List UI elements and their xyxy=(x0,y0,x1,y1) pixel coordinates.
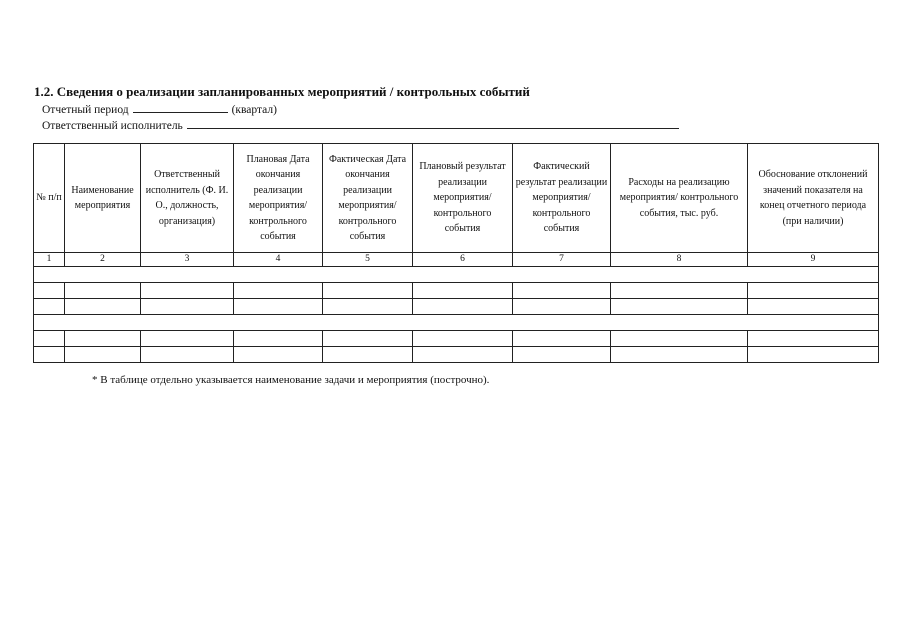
reporting-period-suffix: (квартал) xyxy=(231,104,277,116)
table-cell[interactable] xyxy=(234,331,323,347)
table-cell[interactable] xyxy=(748,299,879,315)
responsible-executor-blank[interactable] xyxy=(187,117,679,129)
reporting-period-line xyxy=(42,101,277,116)
column-number: 9 xyxy=(748,253,879,267)
table-cell[interactable] xyxy=(513,331,611,347)
table-cell[interactable] xyxy=(34,283,65,299)
column-number-row xyxy=(34,253,879,267)
table-cell[interactable] xyxy=(141,331,234,347)
table-cell[interactable] xyxy=(34,331,65,347)
event-row xyxy=(34,283,879,299)
column-number: 8 xyxy=(611,253,748,267)
header-cell: Наименование мероприятия xyxy=(65,144,141,253)
task-cell[interactable] xyxy=(34,315,879,331)
table-cell[interactable] xyxy=(611,283,748,299)
table-cell[interactable] xyxy=(748,331,879,347)
task-cell[interactable] xyxy=(34,267,879,283)
reporting-period-label: Отчетный период xyxy=(42,104,129,116)
table-cell[interactable] xyxy=(141,283,234,299)
table-header-row xyxy=(34,144,879,253)
column-number: 1 xyxy=(34,253,65,267)
table-cell[interactable] xyxy=(611,347,748,363)
table-cell[interactable] xyxy=(513,283,611,299)
task-row xyxy=(34,267,879,283)
header-cell: № п/п xyxy=(34,144,65,253)
table-cell[interactable] xyxy=(413,347,513,363)
column-number: 6 xyxy=(413,253,513,267)
table-cell[interactable] xyxy=(65,299,141,315)
event-row xyxy=(34,299,879,315)
table-cell[interactable] xyxy=(748,347,879,363)
table-cell[interactable] xyxy=(323,283,413,299)
footnote: * В таблице отдельно указывается наименование задачи и мероприятия (построчно). xyxy=(92,374,490,386)
events-table xyxy=(33,143,879,363)
table-cell[interactable] xyxy=(65,283,141,299)
table-cell[interactable] xyxy=(65,331,141,347)
table-cell[interactable] xyxy=(234,347,323,363)
responsible-executor-label: Ответственный исполнитель xyxy=(42,120,183,132)
table-cell[interactable] xyxy=(65,347,141,363)
event-row xyxy=(34,331,879,347)
table-cell[interactable] xyxy=(748,283,879,299)
task-row xyxy=(34,315,879,331)
table-cell[interactable] xyxy=(413,283,513,299)
header-cell: Фактическая Дата окончания реализации мероприятия/ контрольного события xyxy=(323,144,413,253)
table-cell[interactable] xyxy=(234,283,323,299)
table-cell[interactable] xyxy=(323,347,413,363)
table-cell[interactable] xyxy=(611,299,748,315)
reporting-period-blank[interactable] xyxy=(133,101,228,113)
column-number: 3 xyxy=(141,253,234,267)
column-number: 5 xyxy=(323,253,413,267)
column-number: 4 xyxy=(234,253,323,267)
table-cell[interactable] xyxy=(413,331,513,347)
table-cell[interactable] xyxy=(513,347,611,363)
table-cell[interactable] xyxy=(34,347,65,363)
event-row xyxy=(34,347,879,363)
table-cell[interactable] xyxy=(234,299,323,315)
header-cell: Обоснование отклонений значений показателя на конец отчетного периода (при наличии) xyxy=(748,144,879,253)
section-title: 1.2. Сведения о реализации запланированных мероприятий / контрольных событий xyxy=(34,84,530,99)
table-cell[interactable] xyxy=(611,331,748,347)
table-cell[interactable] xyxy=(323,299,413,315)
responsible-executor-line xyxy=(42,117,683,132)
table-cell[interactable] xyxy=(141,347,234,363)
table-cell[interactable] xyxy=(513,299,611,315)
header-cell: Расходы на реализацию мероприятия/ контрольного события, тыс. руб. xyxy=(611,144,748,253)
header-cell: Ответственный исполнитель (Ф. И. О., должность, организация) xyxy=(141,144,234,253)
header-cell: Фактический результат реализации мероприятия/ контрольного события xyxy=(513,144,611,253)
table-cell[interactable] xyxy=(413,299,513,315)
table-cell[interactable] xyxy=(323,331,413,347)
column-number: 7 xyxy=(513,253,611,267)
header-cell: Плановый результат реализации мероприятия/ контрольного события xyxy=(413,144,513,253)
table-cell[interactable] xyxy=(141,299,234,315)
table-cell[interactable] xyxy=(34,299,65,315)
column-number: 2 xyxy=(65,253,141,267)
header-cell: Плановая Дата окончания реализации мероприятия/ контрольного события xyxy=(234,144,323,253)
